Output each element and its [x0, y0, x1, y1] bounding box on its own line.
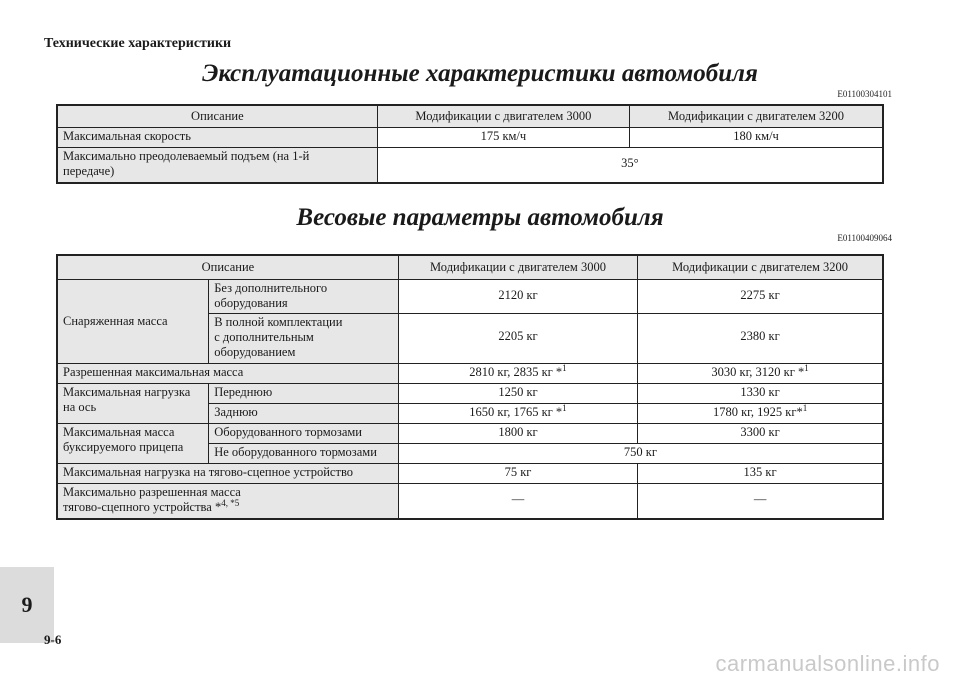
value-text: 1780 кг, 1925 кг*	[712, 404, 803, 419]
label-line: Максимально разрешенная масса	[63, 484, 241, 499]
performance-code: E01100304101	[837, 89, 892, 99]
cell-value: —	[398, 483, 637, 519]
cell-value	[638, 363, 883, 383]
table-row	[57, 127, 883, 147]
row-label	[57, 423, 209, 463]
cell-value: 75 кг	[398, 463, 637, 483]
footnote-mark: 1	[562, 362, 567, 373]
performance-heading: Эксплуатационные характеристики автомобиля	[202, 60, 758, 87]
label-line: передаче)	[63, 163, 115, 178]
column-header: Модификации с двигателем 3200	[630, 105, 883, 127]
label-text: тягово-сцепного устройства *	[63, 499, 222, 514]
footnote-mark: 1	[802, 402, 808, 413]
row-label	[57, 147, 377, 183]
cell-value: 175 км/ч	[377, 127, 629, 147]
column-header: Модификации с двигателем 3000	[377, 105, 629, 127]
cell-value: 180 км/ч	[630, 127, 883, 147]
table-row	[57, 483, 883, 519]
label-line: на ось	[63, 399, 97, 414]
table-row	[57, 383, 883, 403]
label-line: Максимальная нагрузка	[63, 384, 191, 399]
cell-value: 1330 кг	[638, 383, 883, 403]
table-header-row	[57, 255, 883, 279]
label-line: с дополнительным	[214, 329, 314, 344]
table-row	[57, 463, 883, 483]
footnote-mark: 1	[562, 402, 567, 413]
label-line: Максимальная масса	[63, 424, 175, 439]
cell-value: 1800 кг	[398, 423, 637, 443]
sub-label: Переднюю	[209, 383, 399, 403]
table-row	[57, 423, 883, 443]
table-row	[57, 279, 883, 313]
cell-value: —	[638, 483, 883, 519]
row-label	[57, 383, 209, 423]
footnote-mark: 4, *5	[221, 497, 240, 508]
sub-label	[209, 313, 399, 363]
column-header: Описание	[57, 255, 398, 279]
column-header: Модификации с двигателем 3200	[638, 255, 883, 279]
column-header: Описание	[57, 105, 377, 127]
cell-value	[398, 363, 637, 383]
row-label: Максимальная нагрузка на тягово-сцепное устройство	[57, 463, 398, 483]
watermark: carmanualsonline.info	[715, 651, 940, 676]
row-label: Разрешенная максимальная масса	[57, 363, 398, 383]
footnote-mark: 1	[804, 362, 809, 373]
cell-value: 135 кг	[638, 463, 883, 483]
row-label: Максимальная скорость	[57, 127, 377, 147]
cell-value: 1250 кг	[398, 383, 637, 403]
weight-table	[56, 254, 884, 520]
chapter-tab: 9	[0, 567, 54, 643]
cell-value: 35°	[377, 147, 883, 183]
table-row	[57, 363, 883, 383]
cell-value	[398, 403, 637, 423]
cell-value: 2205 кг	[398, 313, 637, 363]
sub-label: Не оборудованного тормозами	[209, 443, 399, 463]
cell-value	[638, 403, 883, 423]
column-header: Модификации с двигателем 3000	[398, 255, 637, 279]
weight-code: E01100409064	[837, 233, 892, 243]
label-line: Максимально преодолеваемый подъем (на 1-й	[63, 148, 310, 163]
label-line: оборудованием	[214, 344, 296, 359]
cell-value: 2380 кг	[638, 313, 883, 363]
sub-label: Оборудованного тормозами	[209, 423, 399, 443]
value-text: 2810 кг, 2835 кг *	[469, 364, 563, 379]
cell-value: 750 кг	[398, 443, 883, 463]
label-line	[63, 497, 393, 515]
table-header-row	[57, 105, 883, 127]
sub-label: Заднюю	[209, 403, 399, 423]
label-line: оборудования	[214, 295, 288, 310]
row-label: Снаряженная масса	[57, 279, 209, 363]
cell-value: 2120 кг	[398, 279, 637, 313]
section-header: Технические характеристики	[44, 36, 232, 51]
cell-value: 3300 кг	[638, 423, 883, 443]
sub-label	[209, 279, 399, 313]
label-line: В полной комплектации	[214, 314, 343, 329]
row-label	[57, 483, 398, 519]
value-text: 3030 кг, 3120 кг *	[711, 364, 805, 379]
value-text: 1650 кг, 1765 кг *	[469, 404, 563, 419]
label-line: Без дополнительного	[214, 280, 328, 295]
weight-heading: Весовые параметры автомобиля	[296, 204, 664, 231]
page-number: 9-6	[44, 632, 62, 647]
cell-value: 2275 кг	[638, 279, 883, 313]
table-row	[57, 147, 883, 183]
performance-table	[56, 104, 884, 184]
label-line: буксируемого прицепа	[63, 439, 184, 454]
